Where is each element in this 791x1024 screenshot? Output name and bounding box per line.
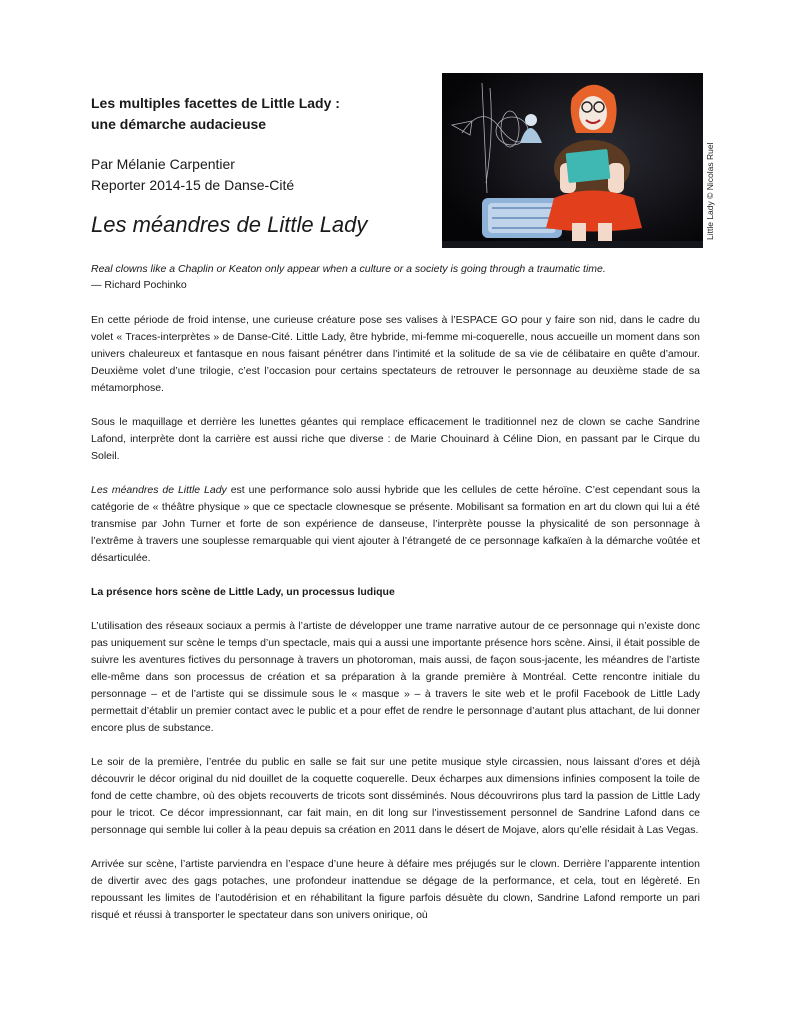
performer-photo <box>442 73 703 248</box>
article-body <box>91 312 700 924</box>
show-title-inline: Les méandres de Little Lady <box>91 484 227 496</box>
epigraph-quote: Real clowns like a Chaplin or Keaton only appear when a culture or a society is going through a traumatic time. <box>91 263 606 275</box>
paragraph-5: Le soir de la première, l’entrée du public en salle se fait sur une petite musique style circassien, nous laissant d’ores et déjà découvrir le décor original du nid douillet de la coquette coquerelle. Deux écharpes aux dimensions infinies composent la toile de fond de cette chambre, où des objets recouverts de tricots sont disséminés. Nous découvrirons plus tard la passion de Little Lady pour le tricot. Ce décor impressionnant, car fait main, en dit long sur l’investissement personnel de Sandrine Lafond dans ce personnage qui semble lui coller à la peau depuis sa création en 2011 dans le désert de Mojave, alors qu’elle résidait à Las Vegas. <box>91 756 700 836</box>
epigraph <box>91 261 711 293</box>
byline-role: Reporter 2014-15 de Danse-Cité <box>91 177 295 193</box>
performer-photo-illustration <box>442 73 703 248</box>
epigraph-author: — Richard Pochinko <box>91 279 187 291</box>
paragraph-4: L’utilisation des réseaux sociaux a permis à l’artiste de développer une trame narrative autour de ce personnage qui n’existe donc pas uniquement sur scène le temps d’un spectacle, mais qui a aussi une importante présence hors scène. Ainsi, il était possible de suivre les aventures fictives du personnage à travers un photoroman, mais aussi, de façon sous-jacente, les méandres de l’artiste elle-même dans son processus de création et sa préparation à la grande première à Montréal. Cette rencontre initiale du personnage – et de l’artiste qui se dissimule sous le « masque » – à travers le site web et le profil Facebook de Little Lady permettait d’établir un premier contact avec le public et a pour effet de rendre le personnage d’autant plus attachant, de lui donner encore plus de substance. <box>91 620 700 734</box>
paragraph-2: Sous le maquillage et derrière les lunettes géantes qui remplace efficacement le traditionnel nez de clown se cache Sandrine Lafond, interprète dont la carrière est aussi riche que diverse : de Marie Chouinard à Céline Dion, en passant par le Cirque du Soleil. <box>91 416 700 462</box>
byline-author: Par Mélanie Carpentier <box>91 156 235 172</box>
photo-credit: Little Lady © Nicolas Ruel <box>705 142 715 240</box>
paragraph-6: Arrivée sur scène, l’artiste parviendra en l’espace d’une heure à défaire mes préjugés sur le clown. Derrière l’apparente intention de divertir avec des gags potaches, une profondeur inattendue se dégage de la performance, et cela, tout en légèreté. En repoussant les limites de l’autodérision et en réhabilitant la figure parfois désuète du clown, Sandrine Lafond remporte un pari risqué et réussi à transporter le spectateur dans son univers onirique, où <box>91 858 700 921</box>
paragraph-1: En cette période de froid intense, une curieuse créature pose ses valises à l’ESPACE GO pour y faire son nid, dans le cadre du volet « Traces-interprètes » de Danse-Cité. Little Lady, être hybride, mi-femme mi-coquerelle, nous accueille un moment dans son univers chaleureux et fantasque en nous faisant pénétrer dans l’intimité et la solitude de sa vie de célibataire en quête d’amour. Deuxième volet d’une trilogie, c’est l’occasion pour certains spectateurs de retrouver le personnage au deuxième stade de sa métamorphose. <box>91 314 700 394</box>
article-heading-line-1: Les multiples facettes de Little Lady : <box>91 95 340 111</box>
byline <box>91 154 421 196</box>
paragraph-3 <box>91 482 700 567</box>
paragraph-3-text: est une performance solo aussi hybride que les cellules de cette héroïne. C’est cependant sous la catégorie de « théâtre physique » que ce spectacle clownesque se présente. Mobilisant sa formation en art du clown qui lui a été transmise par John Turner et forte de son expérience de danseuse, l’interprète pousse la physicalité de son personnage à l’extrême à travers une souplesse remarquable qui vient ajouter à l’étrangeté de ce personnage kafkaïen à la démarche voûtée et désarticulée. <box>91 484 700 564</box>
article-heading <box>91 93 421 135</box>
show-title: Les méandres de Little Lady <box>91 212 368 237</box>
section-subheading: La présence hors scène de Little Lady, un processus ludique <box>91 586 395 598</box>
article-heading-line-2: une démarche audacieuse <box>91 116 267 132</box>
